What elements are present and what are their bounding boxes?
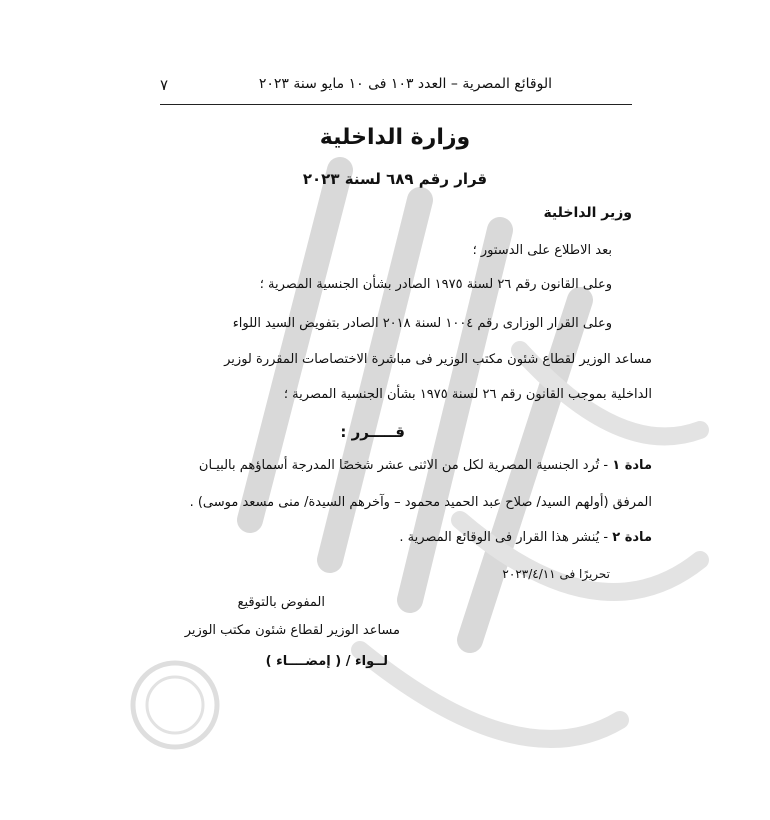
- preamble-line-4: مساعد الوزير لقطاع شئون مكتب الوزير فى مباشرة الاختصاصات المقررة لوزير: [224, 352, 652, 367]
- signature-title: مساعد الوزير لقطاع شئون مكتب الوزير: [184, 623, 400, 638]
- preamble-line-5: الداخلية بموجب القانون رقم ٢٦ لسنة ١٩٧٥ بشأن الجنسية المصرية ؛: [283, 387, 652, 402]
- article-2-text: - يُنشر هذا القرار فى الوقائع المصرية .: [399, 530, 609, 545]
- article-1-label: مادة ١: [612, 458, 652, 473]
- preamble-line-3: وعلى القرار الوزارى رقم ١٠٠٤ لسنة ٢٠١٨ الصادر بتفويض السيد اللواء: [232, 316, 612, 331]
- header-rule: [160, 104, 632, 105]
- decree-title: قرار رقم ٦٨٩ لسنة ٢٠٢٣: [302, 170, 488, 188]
- ministry-title: وزارة الداخلية: [319, 125, 471, 150]
- article-1-text: - تُرد الجنسية المصرية لكل من الاثنى عشر شخصًا المدرجة أسماؤهم بالبيـان: [198, 458, 609, 473]
- resolved-heading: قـــــرر :: [340, 423, 405, 441]
- article-2: [399, 530, 652, 545]
- header-title: الوقائع المصرية – العدد ١٠٣ فى ١٠ مايو سنة ٢٠٢٣: [258, 76, 552, 92]
- article-1-continuation: المرفق (أولهم السيد/ صلاح عبد الحميد محمود – وآخرهم السيدة/ منى مسعد موسى) .: [189, 495, 652, 510]
- article-1: [199, 458, 652, 473]
- article-2-label: مادة ٢: [612, 530, 652, 545]
- page-header: [160, 76, 632, 100]
- page-number: ٧: [160, 76, 169, 94]
- preamble-line-2: وعلى القانون رقم ٢٦ لسنة ١٩٧٥ الصادر بشأن الجنسية المصرية ؛: [259, 277, 612, 292]
- preamble-line-1: بعد الاطلاع على الدستور ؛: [472, 243, 612, 258]
- signature-name: لــواء / ( إمضــــاء ): [265, 654, 388, 669]
- minister-heading: وزير الداخلية: [543, 205, 632, 221]
- dated-line: تحريرًا فى ٢٠٢٣/٤/١١: [502, 567, 610, 581]
- signature-authorized: المفوض بالتوقيع: [237, 595, 325, 610]
